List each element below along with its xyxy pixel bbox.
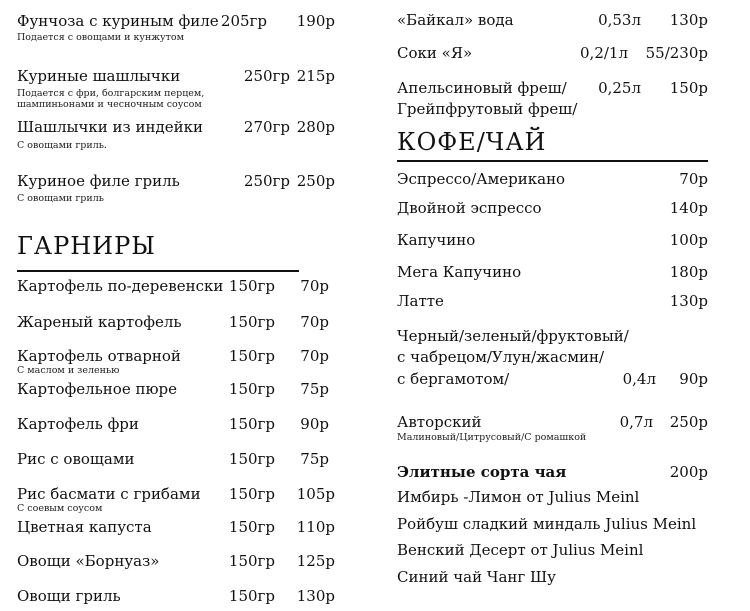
item-weight: 150гр (228, 347, 275, 365)
item-weight: 150гр (228, 277, 275, 295)
item-note: Подается с овощами и кунжутом (17, 32, 184, 43)
item-price: 70р (300, 277, 329, 295)
item-name: Двойной эспрессо (397, 199, 542, 217)
item-name: Соки «Я» (397, 44, 473, 62)
item-volume: 0,25л (598, 79, 641, 97)
item-price: 250р (669, 413, 708, 431)
item-note: С соевым соусом (17, 503, 103, 514)
section-heading-coffee-tea: КОФЕ/ЧАЙ (397, 128, 547, 156)
item-note: Малиновый/Цитрусовый/С ромашкой (397, 432, 587, 443)
item-price: 250р (296, 172, 335, 190)
item-name: Венский Десерт от Julius Meinl (397, 541, 644, 559)
item-price: 70р (300, 313, 329, 331)
item-price: 110р (296, 518, 335, 536)
item-name: Картофельное пюре (17, 380, 178, 398)
item-name: Куриные шашлычки (17, 67, 181, 85)
item-price: 90р (679, 370, 708, 388)
item-price: 75р (300, 450, 329, 468)
tea-line-3: с бергамотом/ (397, 370, 510, 388)
item-name: Апельсиновый фреш/ (397, 79, 567, 97)
item-weight: 150гр (228, 485, 275, 503)
item-weight: 150гр (228, 518, 275, 536)
tea-line-1: Черный/зеленый/фруктовый/ (397, 327, 629, 345)
item-name: Авторский (397, 413, 482, 431)
item-weight: 250гр (243, 67, 290, 85)
item-name: Картофель фри (17, 415, 139, 433)
item-volume: 0,4л (622, 370, 656, 388)
item-name: Шашлычки из индейки (17, 118, 203, 136)
item-volume: 0,7л (619, 413, 653, 431)
item-price: 105р (296, 485, 335, 503)
item-note: шампиньонами и чесночным соусом (17, 99, 202, 110)
item-name: Имбирь -Лимон от Julius Meinl (397, 488, 640, 506)
section-divider (397, 160, 708, 162)
item-price: 90р (300, 415, 329, 433)
item-note: Подается с фри, болгарским перцем, (17, 88, 205, 99)
item-price: 130р (669, 292, 708, 310)
item-name: Мега Капучино (397, 263, 522, 281)
item-weight: 150гр (228, 415, 275, 433)
item-name: Картофель по-деревенски (17, 277, 224, 295)
item-name: Куриное филе гриль (17, 172, 180, 190)
item-price: 140р (669, 199, 708, 217)
item-name: Латте (397, 292, 444, 310)
item-weight: 150гр (228, 380, 275, 398)
item-price: 190р (296, 12, 335, 30)
item-price: 55/230р (645, 44, 708, 62)
item-note: С овощами гриль (17, 193, 104, 204)
item-name: Рис с овощами (17, 450, 135, 468)
item-weight: 150гр (228, 313, 275, 331)
item-name: Синий чай Чанг Шу (397, 568, 556, 586)
item-note: С овощами гриль. (17, 140, 107, 151)
item-weight: 150гр (228, 587, 275, 605)
item-name: «Байкал» вода (397, 11, 514, 29)
item-weight: 150гр (228, 552, 275, 570)
item-name-line2: Грейпфрутовый фреш/ (397, 100, 578, 118)
item-name: Жареный картофель (17, 313, 182, 331)
item-name: Рис басмати с грибами (17, 485, 201, 503)
item-price: 150р (669, 79, 708, 97)
item-name: Фунчоза с куриным филе (17, 12, 219, 30)
item-name: Эспрессо/Американо (397, 170, 566, 188)
item-name: Капучино (397, 231, 476, 249)
item-name: Цветная капуста (17, 518, 152, 536)
item-volume: 0,2/1л (580, 44, 628, 62)
item-name: Овощи гриль (17, 587, 121, 605)
item-name: Овощи «Борнуаз» (17, 552, 160, 570)
item-price: 130р (669, 11, 708, 29)
item-price: 180р (669, 263, 708, 281)
elite-tea-title: Элитные сорта чая (397, 463, 567, 481)
item-weight: 270гр (243, 118, 290, 136)
item-note: С маслом и зеленью (17, 365, 120, 376)
item-price: 215р (296, 67, 335, 85)
section-divider (17, 270, 299, 272)
item-weight: 150гр (228, 450, 275, 468)
item-name: Картофель отварной (17, 347, 181, 365)
item-price: 70р (300, 347, 329, 365)
section-heading-garnish: ГАРНИРЫ (17, 232, 156, 260)
item-price: 75р (300, 380, 329, 398)
item-weight: 205гр (220, 12, 267, 30)
item-price: 280р (296, 118, 335, 136)
item-price: 130р (296, 587, 335, 605)
item-price: 125р (296, 552, 335, 570)
item-name: Ройбуш сладкий миндаль Julius Meinl (397, 515, 697, 533)
tea-line-2: с чабрецом/Улун/жасмин/ (397, 348, 605, 366)
item-volume: 0,53л (598, 11, 641, 29)
item-price: 100р (669, 231, 708, 249)
item-price: 70р (679, 170, 708, 188)
item-weight: 250гр (243, 172, 290, 190)
item-price: 200р (669, 463, 708, 481)
